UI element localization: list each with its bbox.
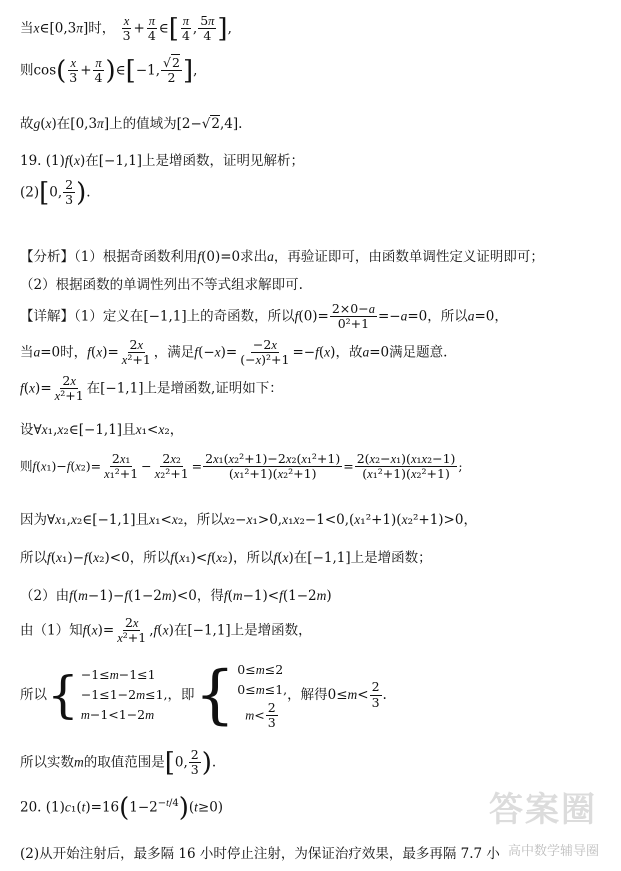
text: (1) <box>45 153 65 169</box>
solution-line-2: 则cos( $\frac{x}{3}$ + $\frac{\pi}{4}$ )∈[−1, $\frac{√2}{2}$ ], <box>20 55 198 86</box>
text: ，即 <box>167 686 195 703</box>
text: （2）由 <box>20 588 70 604</box>
text: (2) <box>20 184 40 201</box>
watermark <box>423 775 603 865</box>
text: ，满足 <box>153 344 195 361</box>
q19-part2: (2)[0, $\frac{2}{3}$ ). <box>20 177 91 208</box>
fraction: $\frac{2x}{\text{x²+1}}$ <box>54 373 84 404</box>
text: 且 <box>122 422 136 438</box>
text: ，再验证即可，由函数单调性定义证明即可； <box>273 249 544 265</box>
detail-line-6: 因为∀x₁,x₂∈[−1,1]且x₁<x₂，所以x₂−x₁>0,x₁x₂−1<0,(x₁²+1)(x₂²+1)>0， <box>20 512 477 528</box>
analysis-line-2 <box>20 273 303 293</box>
analysis-line-1: 【分析】（1）根据奇函数利用f(0)=0求出a，再验证即可，由函数单调性定义证明即可； <box>20 249 544 265</box>
text: ，故 <box>335 344 363 361</box>
fraction: $\frac{2x}{\text{x²+1}}$ <box>121 337 151 368</box>
part2-line-1: （2）由f(m−1)−f(1−2m)<0，得f(m−1)<f(1−2m) <box>20 588 332 604</box>
fraction: $\frac{x}{3}$ <box>69 56 78 86</box>
fraction: $\frac{2x}{\text{x²+1}}$ <box>117 615 147 646</box>
solution-line-3: 故g(x)在[0,3π]上的值域为[2−√2,4]. <box>20 116 243 132</box>
text: （2）根据函数的单调性列出不等式组求解即可. <box>20 277 303 293</box>
text: 所以实数 <box>20 754 74 771</box>
text: ，解得 <box>287 686 328 703</box>
text: (1) <box>45 799 65 816</box>
text: 因为 <box>20 512 47 528</box>
text: 所以 <box>20 686 47 703</box>
text: 求出 <box>240 249 268 265</box>
text: 由（1）知 <box>20 622 83 639</box>
text: 在[−1,1]上是增函数，证明见解析； <box>85 153 305 169</box>
watermark-caption: 高中数学辅导圈 <box>507 844 599 859</box>
text: 时， <box>60 344 88 361</box>
text: 且 <box>135 512 150 528</box>
fraction: $\frac{√2}{2}$ <box>163 55 180 86</box>
detail-line-5: 则f(x₁)−f(x₂)= $\frac{\text{2x₁}}{\text{x₁²+1}}$ − $\frac{\text{2x₂}}{\text{x₂²+1}}$ = $\frac{\text{2x₁(x₂²+1)−2x₂(x₁²+1)}}{\text{(x₁²+1)(x₂²+1)}}$ = $\frac{\text{2(x₂−x₁)(x₁x₂−1)}}{\text{(x₁²+1)(x₂²+1)}}$ ; <box>20 451 463 482</box>
q19-part1: 19. (1)f(x)在[−1,1]上是增函数，证明见解析； <box>20 153 305 169</box>
detail-line-3: f(x)= $\frac{2x}{\text{x²+1}}$ 在[−1,1]上是增函数,证明如下： <box>20 373 283 404</box>
fraction: $\frac{5\pi}{4}$ <box>200 13 215 44</box>
text: ，所以 <box>427 308 468 325</box>
detail-line-7: 所以f(x₁)−f(x₂)<0，所以f(x₁)<f(x₂)，所以f(x)在[−1,1]上是增函数； <box>20 550 432 566</box>
text: （1）根据奇函数利用 <box>74 249 198 265</box>
q20-part1: 20. $(1)c_1(t)=16(1-2^{-t/4})(t\ge 0)$ <box>20 793 224 823</box>
question-number: 20. <box>20 799 42 816</box>
fraction: $\frac{2}{3}$ <box>65 177 74 208</box>
text: 时， <box>88 20 116 37</box>
text: 则 <box>20 458 33 474</box>
detail-tag: 【详解】 <box>20 308 74 325</box>
fraction: $\frac{\text{2x₂}}{\text{x₂²+1}}$ <box>154 451 189 482</box>
text: 上的值域为 <box>109 116 177 132</box>
fraction: $\frac{\pi}{4}$ <box>147 14 156 44</box>
detail-line-1: 【详解】（1）定义在[−1,1]上的奇函数，所以f(0)= $\frac{2\times 0-a}{\text{0²+1}}$ =−a=0，所以a=0， <box>20 301 508 332</box>
analysis-tag: 【分析】 <box>20 249 74 265</box>
fraction: $\frac{\pi}{4}$ <box>94 56 103 86</box>
solution-line-1: 当x∈[0,3π]时， $\frac{x}{3}$ + $\frac{\pi}{4}$ ∈[ $\frac{\pi}{4}$ , $\frac{5\pi}{4}$ ], <box>20 13 232 44</box>
question-number: 19. <box>20 153 42 169</box>
inequality-system-2: { 0≤m≤2 0≤m≤1, m< $\frac{2}{3}$ <box>194 658 288 733</box>
text: 当 <box>20 20 34 37</box>
text: ，所以 <box>183 512 224 528</box>
text: 所以 <box>20 550 47 566</box>
text: 满足题意. <box>389 344 448 361</box>
text: 设 <box>20 422 34 438</box>
text: 故 <box>20 116 34 132</box>
fraction: $\frac{-2x}{\text{(−x)²+1}}$ <box>240 337 290 368</box>
part2-line-2: 由（1）知f(x)= $\frac{2x}{\text{x²+1}}$ ,f(x)在[−1,1]上是增函数， <box>20 615 312 646</box>
fraction: $\frac{2}{3}$ <box>371 679 380 710</box>
detail-line-4: 设∀x₁,x₂∈[−1,1]且x₁<x₂， <box>20 422 184 438</box>
text: 在[−1,1]上是增函数； <box>293 550 432 566</box>
fraction: $\frac{\text{2x₁(x₂²+1)−2x₂(x₁²+1)}}{\text{(x₁²+1)(x₂²+1)}}$ <box>205 451 341 482</box>
text: 在[−1,1]上是增函数,证明如下： <box>86 380 283 397</box>
fraction: $\frac{2\times 0-a}{\text{0²+1}}$ <box>331 301 375 332</box>
fraction: $\frac{\pi}{4}$ <box>181 14 190 44</box>
text: ，所以 <box>232 550 274 566</box>
fraction: $\frac{2}{3}$ <box>190 747 199 778</box>
text: 则 <box>20 62 34 79</box>
part2-system: 所以 { −1≤m−1≤1 −1≤1−2m≤1, m−1<1−2m ，即 { 0≤m≤2 0≤m≤1, m< $\frac{2}{3}$ ，解得0≤m< $\frac{2}{3}$ . <box>20 658 387 733</box>
text: (2)从开始注射后，最多隔 16 小时停止注射，为保证治疗效果，最多再隔 7.7 小 <box>20 846 500 862</box>
inequality-system-1: { −1≤m−1≤1 −1≤1−2m≤1, m−1<1−2m <box>47 666 168 725</box>
text: 的取值范围是 <box>83 754 165 771</box>
text: 当 <box>20 344 34 361</box>
fraction: $\frac{\text{2(x₂−x₁)(x₁x₂−1)}}{\text{(x₁²+1)(x₂²+1)}}$ <box>356 451 456 482</box>
detail-line-2: 当a=0时，f(x)= $\frac{2x}{\text{x²+1}}$ ，满足f(−x)= $\frac{-2x}{\text{(−x)²+1}}$ =−f(x)，故a=0满足题意. <box>20 337 448 368</box>
fraction: $\frac{x}{3}$ <box>122 14 131 44</box>
fraction: $\frac{\text{2x₁}}{\text{x₁²+1}}$ <box>104 451 139 482</box>
text: ，得 <box>196 588 224 604</box>
part2-final: 所以实数m的取值范围是[0, $\frac{2}{3}$ ). <box>20 747 217 778</box>
watermark-logo-text: 答案圈 <box>489 790 597 830</box>
text: （1）定义在[−1,1]上的奇函数，所以 <box>74 308 295 325</box>
text: 在[−1,1]上是增函数， <box>173 622 312 639</box>
text: ，所以 <box>129 550 171 566</box>
